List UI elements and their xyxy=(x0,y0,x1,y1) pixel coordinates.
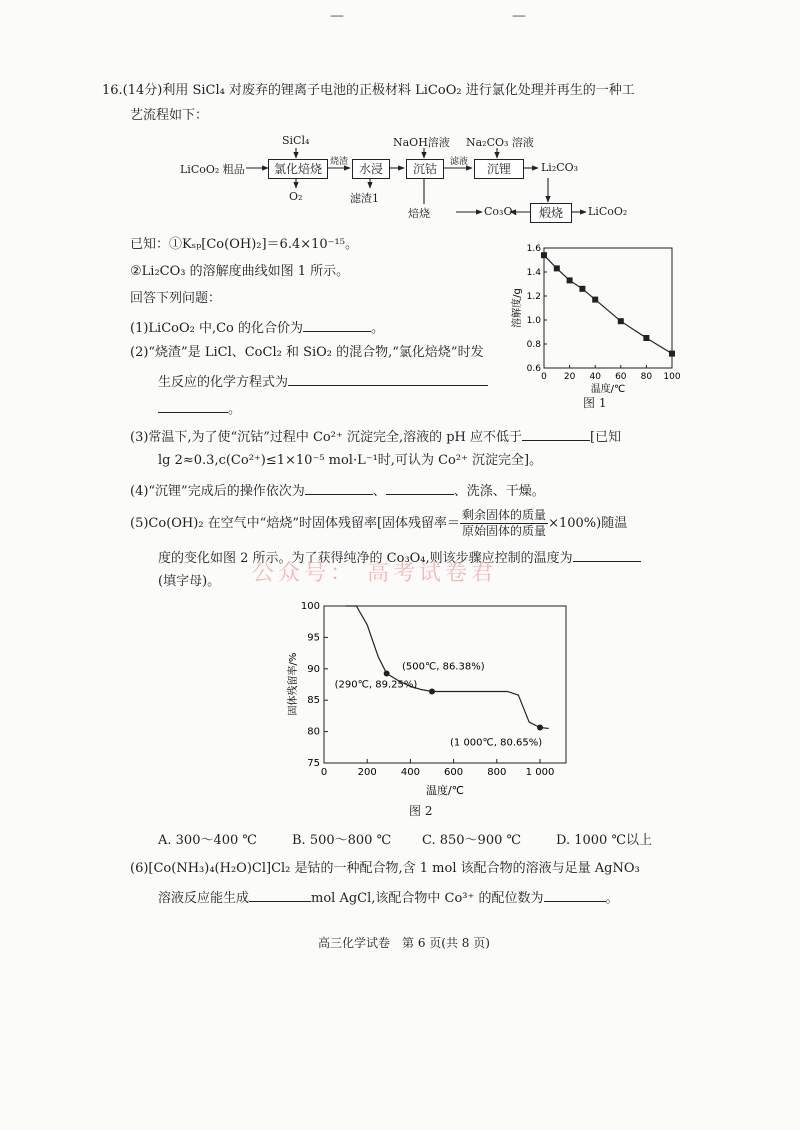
reagent-na2co3: Na₂CO₃ 溶液 xyxy=(466,136,534,149)
y-tick-label: 100 xyxy=(300,601,320,612)
question-6: (6)[Co(NH₃)₄(H₂O)Cl]Cl₂ 是钴的一种配合物,含 1 mol 该配合物的溶液与足量 AgNO₃ xyxy=(130,861,640,876)
flow-arrows xyxy=(0,0,800,230)
y-tick-label: 0.8 xyxy=(526,340,541,350)
x-tick-label: 800 xyxy=(487,767,507,778)
x-tick-label: 0 xyxy=(320,767,328,778)
y-axis-label: 溶解度/g xyxy=(512,288,523,328)
key-point-label: (290℃, 89.25%) xyxy=(334,679,418,691)
question-4-end: 、洗涤、干燥。 xyxy=(453,484,545,499)
fraction-numerator: 剩余固体的质量 xyxy=(462,508,547,522)
x-tick-label: 200 xyxy=(357,767,377,778)
reagent-naoh: NaOH溶液 xyxy=(393,136,450,149)
option-a[interactable]: A. 300～400 ℃ xyxy=(158,833,257,848)
data-point xyxy=(618,318,624,324)
x-tick-label: 1 000 xyxy=(525,767,555,778)
question-5 xyxy=(130,508,627,540)
label-shaozha: 烧渣 xyxy=(330,157,349,167)
question-5-text: (5)Co(OH)₂ 在空气中“焙烧”时固体残留率[固体残留率＝ xyxy=(130,516,461,531)
data-point xyxy=(669,351,675,357)
x-axis-label: 温度/℃ xyxy=(425,784,465,797)
question-5-text-2: 度的变化如图 2 所示。为了获得纯净的 Co₃O₄,则该步骤应控制的温度为 xyxy=(158,551,573,566)
y-tick-label: 1.0 xyxy=(526,316,541,326)
figure-2-chart xyxy=(282,598,572,800)
question-3 xyxy=(130,426,621,447)
watermark: 公众号： 高考试卷君 xyxy=(252,561,497,586)
question-1 xyxy=(130,317,384,338)
step-calcination: 煅烧 xyxy=(530,203,572,223)
question-3-text: (3)常温下,为了使“沉钴”过程中 Co²⁺ 沉淀完全,溶液的 pH 应不低于 xyxy=(130,430,523,445)
figure-1-chart xyxy=(508,242,681,412)
question-16-text: 16.(14分)利用 SiCl₄ 对废弃的锂离子电池的正极材料 LiCoO₂ 进行氯化处理并再生的一种工 xyxy=(102,83,635,98)
figure-2-caption: 图 2 xyxy=(409,804,433,818)
page-footer: 高三化学试卷 第 6 页(共 8 页) xyxy=(318,936,490,950)
question-3-text-end: [已知 xyxy=(590,430,622,445)
y-tick-label: 1.2 xyxy=(526,292,541,302)
question-1-end: 。 xyxy=(371,321,385,336)
step-chlorination-roasting: 氯化焙烧 xyxy=(268,159,328,179)
figure-1-caption: 图 1 xyxy=(583,396,607,410)
step-water-leaching: 水浸 xyxy=(352,159,390,179)
option-b[interactable]: B. 500～800 ℃ xyxy=(292,833,392,848)
x-tick-label: 600 xyxy=(444,767,464,778)
known-solubility: ②Li₂CO₃ 的溶解度曲线如图 1 所示。 xyxy=(130,264,350,279)
data-point xyxy=(554,265,560,271)
y-tick-label: 90 xyxy=(307,663,320,675)
x-tick-label: 0 xyxy=(541,372,547,382)
product-li2co3: Li₂CO₃ xyxy=(541,161,579,174)
x-tick-label: 100 xyxy=(663,372,681,382)
question-5-text-end: ×100%)随温 xyxy=(548,516,628,531)
x-tick-label: 80 xyxy=(640,372,653,382)
question-2: (2)“烧渣”是 LiCl、CoCl₂ 和 SiO₂ 的混合物,“氯化焙烧”时发 xyxy=(130,345,484,360)
x-tick-label: 60 xyxy=(615,372,627,382)
plot-frame xyxy=(544,248,672,368)
option-d[interactable]: D. 1000 ℃以上 xyxy=(556,833,652,848)
fraction-denominator: 原始固体的质量 xyxy=(462,524,547,538)
data-point xyxy=(579,286,585,292)
y-tick-label: 95 xyxy=(307,632,320,644)
x-tick-label: 40 xyxy=(589,372,601,382)
y-tick-label: 75 xyxy=(307,758,320,769)
label-roasting: 焙烧 xyxy=(408,207,430,220)
solubility-curve xyxy=(544,255,672,353)
product-licoo2: LiCoO₂ xyxy=(588,205,628,218)
data-point xyxy=(643,335,649,341)
y-axis-label: 固体残留率/% xyxy=(288,652,299,716)
question-2-cont xyxy=(158,371,488,392)
answer-blank[interactable] xyxy=(288,371,488,386)
question-4-sep: 、 xyxy=(372,484,386,499)
key-point-label: (1 000℃, 80.65%) xyxy=(450,737,543,749)
header-mark: — xyxy=(512,8,526,24)
answer-blank[interactable] xyxy=(544,887,606,902)
question-16-text-cont: 艺流程如下： xyxy=(130,108,209,123)
answer-prompt: 回答下列问题： xyxy=(130,291,222,306)
residue-rate-fraction xyxy=(460,508,548,539)
question-5-cont2: (填字母)。 xyxy=(158,574,221,589)
question-3-cont: lg 2≈0.3,c(Co²⁺)≤1×10⁻⁵ mol·L⁻¹时,可认为 Co²⁺ 沉淀完全]。 xyxy=(158,453,543,468)
x-tick-label: 400 xyxy=(400,767,420,778)
key-point xyxy=(429,689,435,695)
y-tick-label: 0.6 xyxy=(526,364,541,374)
answer-blank[interactable] xyxy=(386,480,454,495)
licoo2-crude-label: LiCoO₂ 粗品 xyxy=(180,163,245,176)
question-2-text: 生反应的化学方程式为 xyxy=(158,375,289,390)
step-cobalt-precipitation: 沉钴 xyxy=(406,159,444,179)
key-point-label: (500℃, 86.38%) xyxy=(402,661,485,673)
y-tick-label: 1.6 xyxy=(526,244,541,254)
y-tick-label: 1.4 xyxy=(526,268,541,278)
x-tick-label: 20 xyxy=(563,372,576,382)
reagent-sicl4: SiCl₄ xyxy=(282,134,310,147)
byproduct-o2: O₂ xyxy=(289,190,303,203)
key-point xyxy=(537,725,543,731)
intermediate-co3o4: Co₃O₄ xyxy=(484,205,517,218)
data-point xyxy=(541,252,547,258)
residue-1: 滤渣1 xyxy=(350,192,379,205)
x-axis-label: 温度/℃ xyxy=(590,384,626,395)
data-point xyxy=(567,277,573,283)
answer-blank[interactable] xyxy=(305,480,373,495)
question-2-cont2 xyxy=(158,398,241,419)
question-6-text-2: mol AgCl,该配合物中 Co³⁺ 的配位数为 xyxy=(311,891,544,906)
known-ksp: 已知：①Kₛₚ[Co(OH)₂]＝6.4×10⁻¹⁵。 xyxy=(130,237,358,252)
header-mark: — xyxy=(330,8,344,24)
question-6-end: 。 xyxy=(605,891,619,906)
question-4 xyxy=(130,480,545,501)
answer-blank[interactable] xyxy=(522,426,590,441)
question-2-end: 。 xyxy=(228,402,242,417)
question-6-cont xyxy=(158,887,619,908)
question-4-text: (4)“沉锂”完成后的操作依次为 xyxy=(130,484,305,499)
option-c[interactable]: C. 850～900 ℃ xyxy=(422,833,522,848)
answer-blank[interactable] xyxy=(303,317,371,332)
step-lithium-precipitation: 沉锂 xyxy=(474,159,524,179)
question-6-text: 溶液反应能生成 xyxy=(158,891,250,906)
key-point xyxy=(384,671,390,677)
question-1-text: (1)LiCoO₂ 中,Co 的化合价为 xyxy=(130,321,304,336)
data-point xyxy=(592,297,598,303)
y-tick-label: 80 xyxy=(307,726,320,738)
y-tick-label: 85 xyxy=(307,695,320,707)
answer-blank[interactable] xyxy=(573,547,641,562)
label-filtrate: 滤液 xyxy=(450,157,469,167)
answer-blank[interactable] xyxy=(249,887,311,902)
answer-blank[interactable] xyxy=(158,398,228,413)
